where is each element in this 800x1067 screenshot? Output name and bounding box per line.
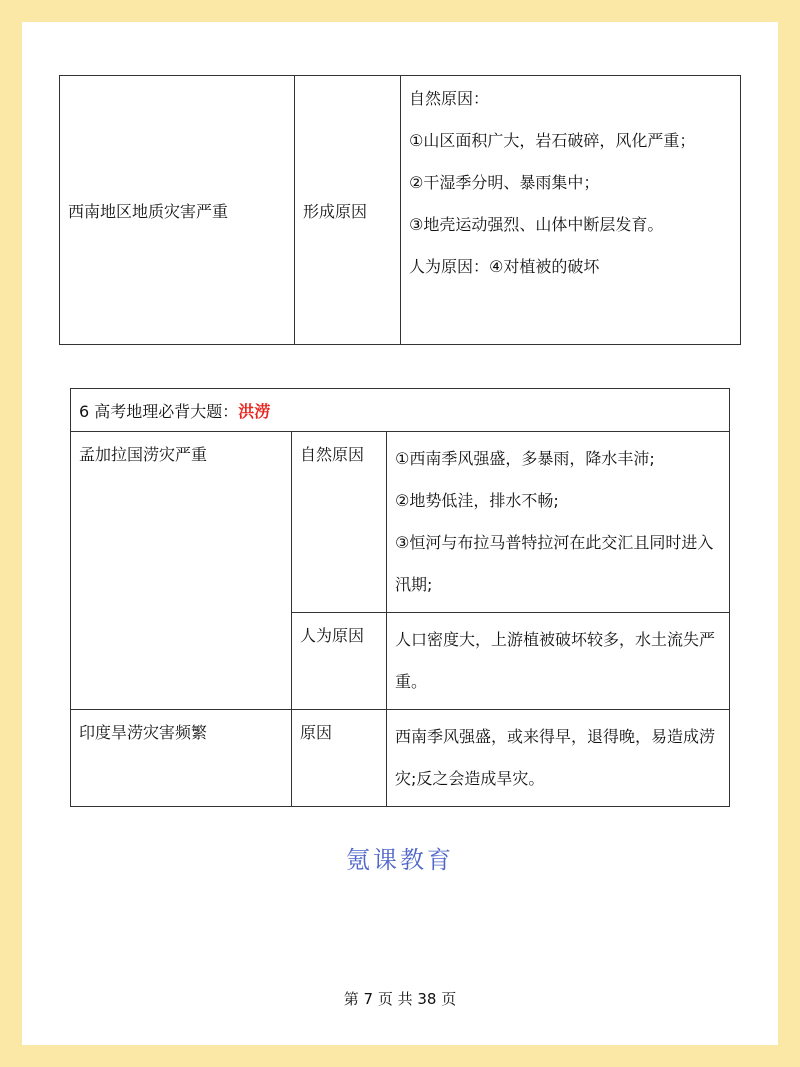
topic-cell: 印度旱涝灾害频繁 [71,710,292,807]
cause-text: 西南季风强盛，或来得早，退得晚，易造成涝灾;反之会造成旱灾。 [395,727,716,788]
page-number: 第 7 页 共 38 页 [343,990,457,1008]
title-prefix: 6 高考地理必背大题： [79,401,239,421]
cause-line: ①山区面积广大，岩石破碎，风化严重； [409,131,696,150]
cause-line: ③地壳运动强烈、山体中断层发育。 [409,215,664,234]
category-cell: 形成原因 [295,76,401,345]
cause-line: 人为原因：④对植被的破坏 [409,257,600,276]
cause-line: ②干湿季分明、暴雨集中； [409,173,600,192]
landslide-causes-table [59,75,741,345]
cause-label-cell: 自然原因 [292,432,387,613]
cause-line: 自然原因： [409,89,490,108]
section-title [71,389,730,432]
causes-cell [401,76,741,345]
cause-text: 人口密度大，上游植被破坏较多，水土流失严重。 [395,630,716,691]
cause-text-cell [387,710,730,807]
title-highlight: 洪涝 [238,401,271,421]
cause-text-cell [387,432,730,613]
cause-label-cell: 原因 [292,710,387,807]
brand-watermark: 氪课教育 [346,846,454,874]
cause-text-cell [387,613,730,710]
flood-table [70,388,730,807]
topic-cell: 孟加拉国涝灾严重 [71,432,292,710]
document-page [22,22,778,1045]
cause-text: ①西南季风强盛，多暴雨，降水丰沛; ②地势低洼，排水不畅; ③恒河与布拉马普特拉河在此交汇且同时进入汛期; [395,449,714,594]
cause-label-cell: 人为原因 [292,613,387,710]
topic-cell: 西南地区地质灾害严重 [60,76,295,345]
